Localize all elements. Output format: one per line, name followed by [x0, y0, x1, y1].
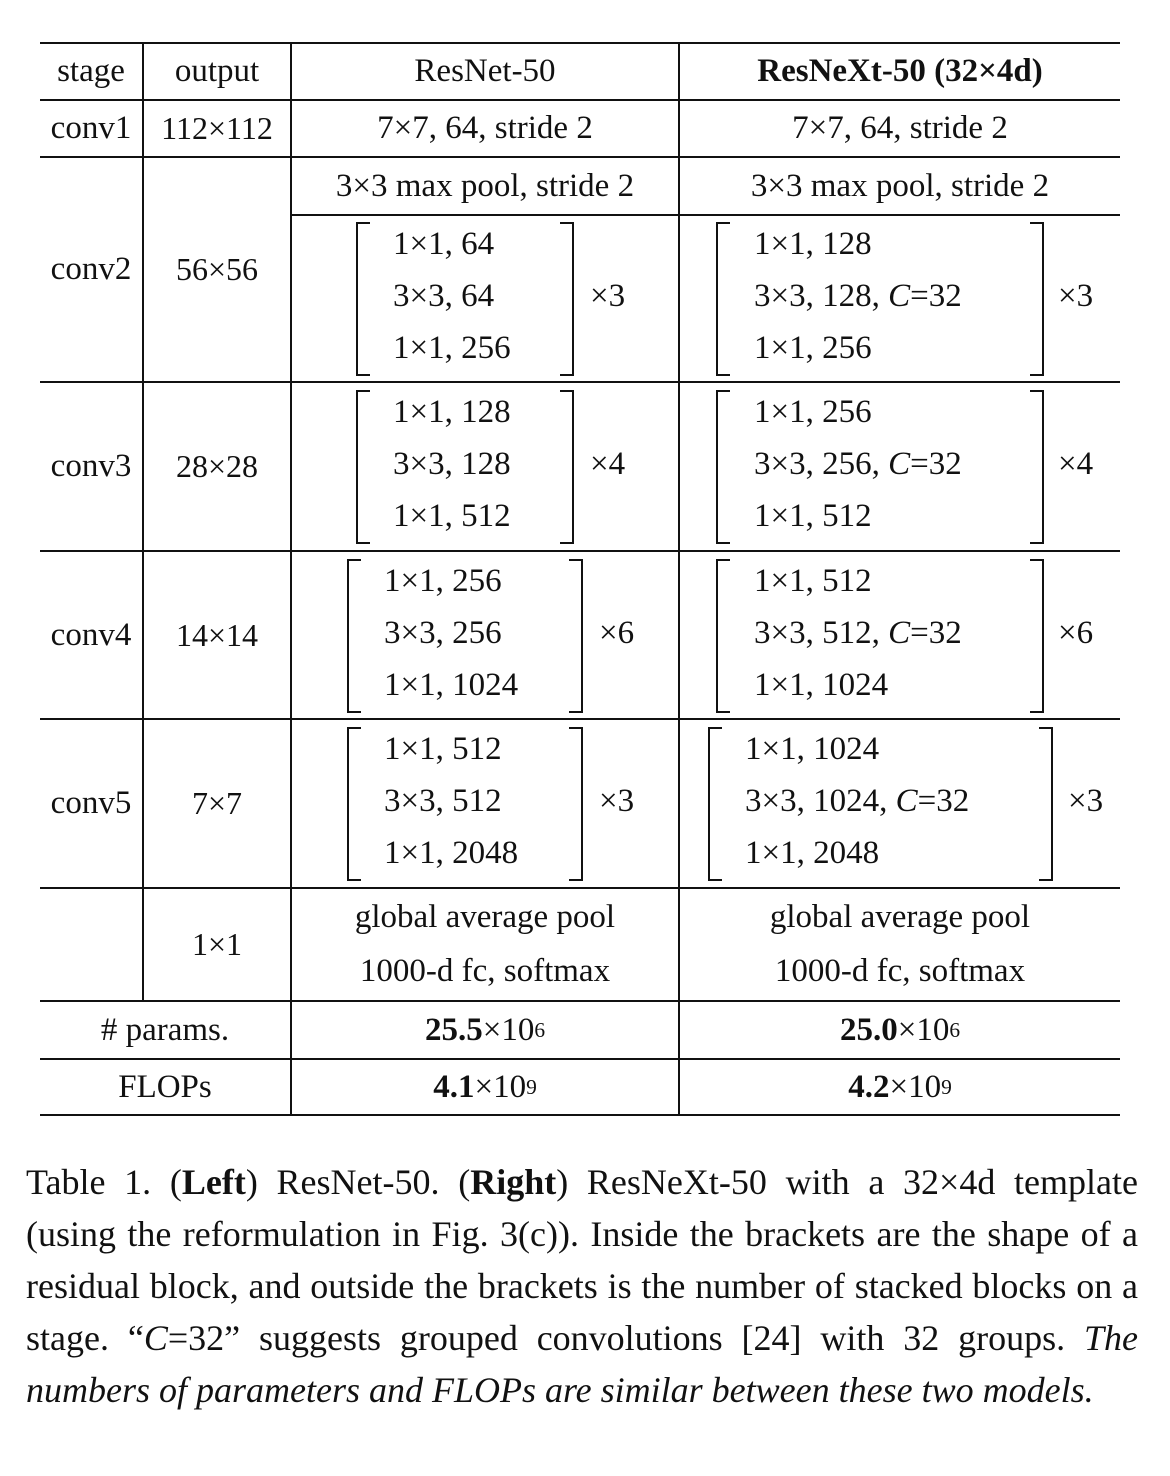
block-line: 1×1, 1024	[745, 731, 880, 767]
params-resnext-mantissa: 25.0	[839, 1011, 898, 1048]
conv1-output: 112×112	[161, 110, 273, 146]
block-line: 3×3, 512	[384, 783, 502, 819]
block-line: 1×1, 1024	[754, 667, 889, 703]
cardinality-value: =32	[917, 783, 970, 819]
caption-mid2: ) ResNeXt-50 with a 32×4d template (using the reformulation in Fig. 3(c)). Inside the brackets are the shape of a residual block, and outside the brackets is the number of stacked blocks on a stage. “	[26, 1162, 1138, 1358]
flops-resnet: 4.1 ×10 9	[433, 1068, 537, 1105]
params-resnet-base: ×10	[482, 1011, 535, 1048]
conv1-stage: conv1	[50, 110, 132, 146]
conv5-resnet-mult: ×3	[599, 783, 635, 819]
block-line-text: 3×3, 1024,	[745, 783, 896, 819]
final-resnext-line2: 1000-d fc, softmax	[774, 952, 1026, 989]
params-label: # params.	[100, 1011, 230, 1048]
conv3-resnext-bracket-right	[1030, 390, 1044, 544]
block-line: 1×1, 64	[393, 226, 495, 262]
block-line	[754, 278, 962, 315]
conv4-resnext-bracket-left	[716, 559, 730, 713]
header-resnet: ResNet-50	[414, 53, 556, 89]
conv3-stage: conv3	[50, 448, 132, 484]
caption-right-label: Right	[470, 1162, 557, 1202]
block-line	[754, 446, 962, 483]
block-line-text: 3×3, 128,	[754, 278, 889, 314]
block-line: 1×1, 256	[384, 563, 502, 599]
conv5-resnext-bracket-right	[1039, 727, 1053, 881]
cardinality-symbol: C	[895, 783, 918, 819]
conv2-pool-resnext: 3×3 max pool, stride 2	[750, 167, 1050, 204]
conv3-resnet-bracket-right	[560, 390, 574, 544]
cardinality-symbol: C	[888, 615, 911, 651]
conv4-resnet-bracket-left	[347, 559, 361, 713]
flops-label: FLOPs	[118, 1068, 212, 1105]
block-line: 3×3, 64	[393, 278, 495, 314]
conv5-stage: conv5	[50, 785, 132, 821]
block-line	[745, 783, 969, 820]
caption-prefix: Table 1. (	[26, 1162, 182, 1202]
block-line: 1×1, 128	[393, 394, 511, 430]
conv3-resnet-mult: ×4	[590, 446, 626, 482]
conv3-resnet-bracket-left	[356, 390, 370, 544]
table-caption	[26, 1156, 1138, 1416]
conv4-stage: conv4	[50, 616, 132, 653]
cardinality-value: =32	[910, 446, 962, 482]
params-resnext: 25.0 ×10 6	[839, 1011, 961, 1048]
block-line: 1×1, 512	[754, 563, 872, 599]
conv1-resnext: 7×7, 64, stride 2	[792, 110, 1008, 146]
block-line: 1×1, 512	[754, 498, 872, 534]
flops-resnext-base: ×10	[889, 1068, 942, 1105]
conv4-resnext-bracket-right	[1030, 559, 1044, 713]
block-line: 1×1, 512	[384, 731, 502, 767]
final-resnext-line1: global average pool	[769, 898, 1031, 935]
block-line-text: 3×3, 256,	[754, 446, 889, 482]
block-line: 1×1, 2048	[745, 835, 880, 871]
final-resnet-line1: global average pool	[354, 898, 616, 935]
block-line: 1×1, 128	[754, 226, 872, 262]
caption-italic-tail: The numbers of parameters and FLOPs are similar between these two models.	[26, 1318, 1139, 1410]
final-resnet-line2: 1000-d fc, softmax	[359, 952, 611, 989]
final-output: 1×1	[191, 926, 243, 962]
conv2-resnext-bracket-left	[716, 222, 730, 376]
conv3-resnext-bracket-left	[716, 390, 730, 544]
conv2-resnet-bracket-right	[560, 222, 574, 376]
block-line: 1×1, 256	[754, 330, 872, 366]
cardinality-symbol: C	[888, 446, 911, 482]
block-line: 1×1, 256	[754, 394, 872, 430]
caption-cardinality-symbol: C	[143, 1318, 168, 1358]
caption-mid1: ) ResNet-50. (	[245, 1162, 471, 1202]
conv5-resnext-bracket-left	[708, 727, 722, 881]
block-line: 1×1, 256	[393, 330, 511, 366]
rule-pool	[291, 214, 1120, 216]
conv4-output: 14×14	[175, 616, 259, 653]
conv4-resnext-mult: ×6	[1058, 615, 1094, 651]
conv3-output: 28×28	[175, 448, 259, 484]
cardinality-value: =32	[910, 615, 962, 651]
caption-left-label: Left	[181, 1162, 246, 1202]
caption-mid3: =32” suggests grouped convolutions [24] with 32 groups.	[167, 1318, 1085, 1358]
block-line: 3×3, 128	[393, 446, 511, 482]
conv2-resnext-mult: ×3	[1058, 278, 1094, 314]
conv5-output: 7×7	[191, 785, 243, 821]
conv2-resnext-bracket-right	[1030, 222, 1044, 376]
conv2-resnet-mult: ×3	[590, 278, 626, 314]
cardinality-symbol: C	[888, 278, 911, 314]
block-line: 1×1, 1024	[384, 667, 519, 703]
conv3-resnext-mult: ×4	[1058, 446, 1094, 482]
cardinality-value: =32	[910, 278, 962, 314]
conv2-output: 56×56	[175, 251, 259, 287]
header-stage: stage	[57, 53, 125, 89]
conv2-stage: conv2	[50, 251, 132, 287]
params-resnext-base: ×10	[897, 1011, 950, 1048]
block-line: 1×1, 2048	[384, 835, 519, 871]
params-resnet-mantissa: 25.5	[424, 1011, 483, 1048]
conv1-resnet: 7×7, 64, stride 2	[377, 110, 593, 146]
header-output: output	[174, 53, 260, 89]
flops-resnet-mantissa: 4.1	[433, 1068, 475, 1105]
header-resnext: ResNeXt-50 (32×4d)	[757, 53, 1043, 89]
flops-resnet-base: ×10	[474, 1068, 527, 1105]
block-line	[754, 615, 962, 652]
conv4-resnet-bracket-right	[569, 559, 583, 713]
conv5-resnext-mult: ×3	[1068, 783, 1104, 819]
flops-resnext-mantissa: 4.2	[848, 1068, 890, 1105]
block-line-text: 3×3, 512,	[754, 615, 889, 651]
flops-resnext: 4.2 ×10 9	[848, 1068, 952, 1105]
block-line: 3×3, 256	[384, 615, 502, 651]
conv5-resnet-bracket-right	[569, 727, 583, 881]
conv4-resnet-mult: ×6	[599, 615, 635, 651]
block-line: 1×1, 512	[393, 498, 511, 534]
conv2-resnet-bracket-left	[356, 222, 370, 376]
conv5-resnet-bracket-left	[347, 727, 361, 881]
rule-bottom	[40, 1114, 1120, 1116]
conv2-pool-resnet: 3×3 max pool, stride 2	[335, 167, 635, 204]
params-resnet: 25.5 ×10 6	[424, 1011, 546, 1048]
